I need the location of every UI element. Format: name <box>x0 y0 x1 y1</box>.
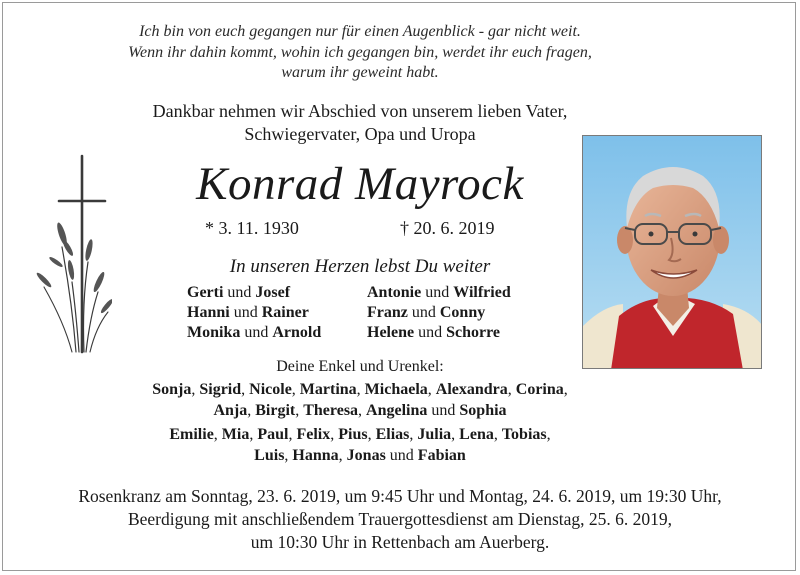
person-name: Elias <box>375 426 410 443</box>
service-line: Rosenkranz am Sonntag, 23. 6. 2019, um 9:45 Uhr und Montag, 24. 6. 2019, um 19:30 Uhr, <box>78 486 722 506</box>
intro-line: Schwiegervater, Opa und Uropa <box>244 124 476 144</box>
poem <box>40 22 680 84</box>
poem-line: Wenn ihr dahin kommt, wohin ich gegangen bin, werdet ihr euch fragen, <box>128 43 592 61</box>
person-name: Emilie <box>169 426 214 443</box>
family-couple: Franz und Conny <box>367 304 486 321</box>
family-couple: Antonie und Wilfried <box>367 284 511 301</box>
portrait-photo <box>582 135 762 369</box>
portrait-image <box>583 136 762 369</box>
service-details <box>10 485 790 554</box>
service-line: um 10:30 Uhr in Rettenbach am Auerberg. <box>250 532 550 552</box>
family-couple: Monika und Arnold <box>187 324 322 341</box>
person-name: Theresa <box>303 401 359 419</box>
person-name: Michaela <box>364 381 428 398</box>
person-name: Julia <box>417 426 452 443</box>
person-name: Birgit <box>255 401 296 419</box>
person-name: Alexandra <box>435 381 508 398</box>
family-couple: Gerti und Josef <box>187 284 291 301</box>
person-name: Pius <box>338 426 368 443</box>
person-name: Angelina <box>366 401 428 419</box>
grandchildren-title: Deine Enkel und Urenkel: <box>276 358 444 375</box>
poem-line: Ich bin von euch gegangen nur für einen Augenblick - gar nicht weit. <box>139 23 581 40</box>
family-couple: Hanni und Rainer <box>187 304 309 321</box>
birth-date: * 3. 11. 1930 <box>205 218 299 238</box>
person-name: Tobias <box>501 426 547 443</box>
person-name: Corina <box>515 381 564 398</box>
service-line: Beerdigung mit anschließendem Trauergottesdienst am Dienstag, 25. 6. 2019, <box>127 509 673 529</box>
person-name: Fabian <box>417 446 466 464</box>
death-date: † 20. 6. 2019 <box>400 218 495 238</box>
family-column-right <box>367 283 511 343</box>
person-name: Martina <box>299 381 357 398</box>
names-line: Anja, Birgit, Theresa, Angelina und Sophia <box>213 401 507 419</box>
family-column-left <box>187 283 321 343</box>
family-couple: Helene und Schorre <box>367 324 501 341</box>
motto: In unseren Herzen lebst Du weiter <box>229 256 491 277</box>
person-name: Hanna <box>292 446 339 464</box>
deceased-name: Konrad Mayrock <box>196 158 524 210</box>
person-name: Sonja <box>152 381 192 398</box>
person-name: Paul <box>257 426 289 443</box>
names-line: Emilie, Mia, Paul, Felix, Pius, Elias, Julia, Lena, Tobias, <box>169 426 551 443</box>
person-name: Sigrid <box>199 381 242 398</box>
intro-line: Dankbar nehmen wir Abschied von unserem lieben Vater, <box>152 101 568 121</box>
poem-line: warum ihr geweint habt. <box>281 64 439 81</box>
person-name: Jonas <box>346 446 386 464</box>
names-line: Sonja, Sigrid, Nicole, Martina, Michaela, Alexandra, Corina, <box>152 381 568 398</box>
person-name: Anja <box>213 401 248 419</box>
person-name: Nicole <box>249 381 292 398</box>
grandchildren-list <box>30 380 690 421</box>
person-name: Luis <box>254 446 285 464</box>
person-name: Mia <box>221 426 250 443</box>
great-grandchildren-list <box>30 425 690 466</box>
person-name: Sophia <box>459 401 507 419</box>
names-line: Luis, Hanna, Jonas und Fabian <box>254 446 466 464</box>
person-name: Felix <box>296 426 331 443</box>
person-name: Lena <box>459 426 494 443</box>
